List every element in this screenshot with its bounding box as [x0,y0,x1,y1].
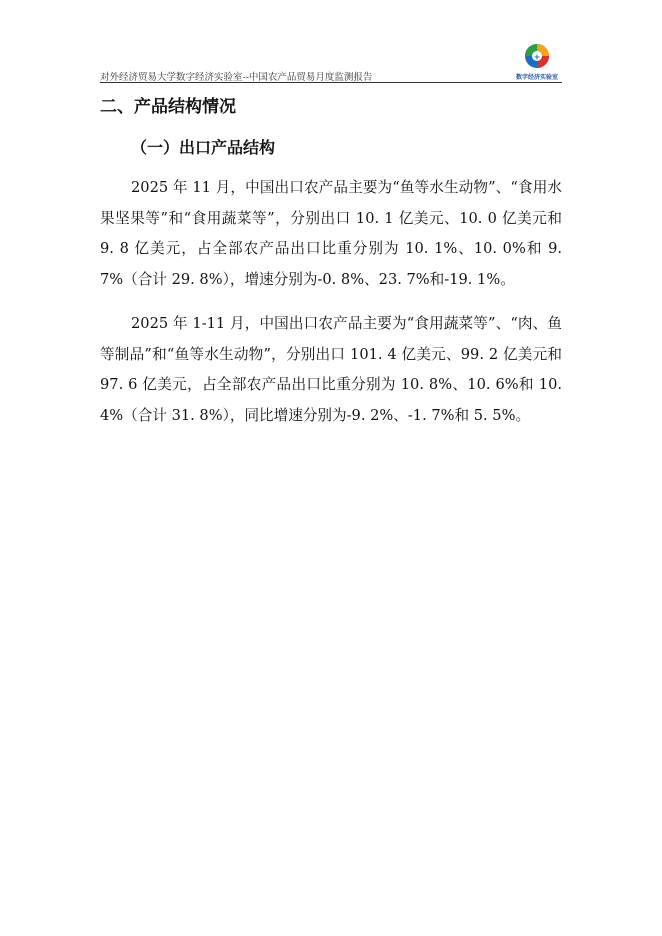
header-title: 对外经济贸易大学数字经济实验室--中国农产品贸易月度监测报告 [100,72,373,83]
lab-logo [514,42,560,80]
paragraph-november: 2025 年 11 月，中国出口农产品主要为“鱼等水生动物”、“食用水果坚果等”和“食用蔬菜等”，分别出口 10. 1 亿美元、10. 0 亿美元和 9. 8 亿美元，占全部农产品出口比重分别为 10. 1%、10. 0%和 9. 7%（合计 29. 8%），增速分别为-0. 8%、23. 7%和-19. 1%。 [100,179,562,288]
lab-logo-icon [514,42,560,72]
header-divider [100,82,562,83]
svg-text:+: + [533,52,541,62]
paragraph-jan-nov: 2025 年 1-11 月，中国出口农产品主要为“食用蔬菜等”、“肉、鱼等制品”和“鱼等水生动物”，分别出口 101. 4 亿美元、99. 2 亿美元和 97. 6 亿美元，占全部农产品出口比重分别为 10. 8%、10. 6%和 10. 4%（合计 31. 8%），同比增速分别为-9. 2%、-1. 7%和 5. 5%。 [100,315,562,424]
subsection-heading: （一）出口产品结构 [131,138,276,157]
section-heading: 二、产品结构情况 [100,97,236,117]
page-header [100,40,562,84]
logo-caption: 数字经济实验室 [515,74,558,81]
